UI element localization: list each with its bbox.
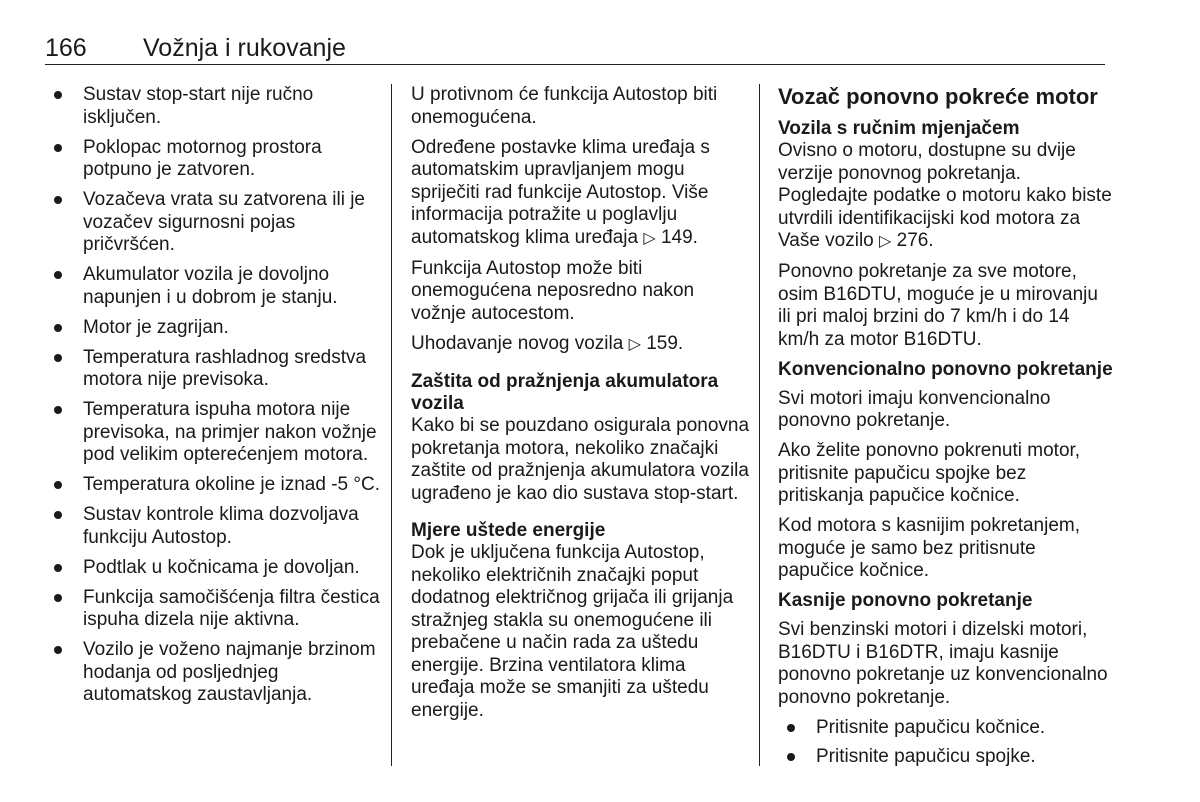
bullet-icon: [54, 354, 62, 362]
page-number: 166: [45, 34, 87, 62]
list-item: Sustav stop-start nije ručno isključen.: [50, 84, 380, 129]
page-header: [45, 34, 1105, 64]
paragraph: Uhodavanje novog vozila ▷ 159.: [411, 332, 684, 354]
section-heading: Mjere uštede energije: [411, 520, 606, 541]
page-reference-icon: ▷: [628, 335, 641, 353]
paragraph: Kako bi se pouzdano osigurala ponovna pokretanja motora, nekoliko značajki zaštite od pražnjenja akumulatora vozila ugrađeno je kao dio sustava stop-start.: [411, 415, 750, 504]
column-divider-1: [391, 84, 392, 766]
header-divider: [45, 64, 1105, 65]
conditions-list: [50, 84, 380, 707]
bullet-icon: [54, 271, 62, 279]
paragraph: Ponovno pokretanje za sve motore, osim B16DTU, moguće je u mirovanju ili pri maloj brzini do 7 km/h i do 14 km/h za motor B16DTU.: [778, 261, 1098, 350]
list-item: Pritisnite papučicu kočnice.: [778, 717, 1113, 740]
list-item: Temperatura okoline je iznad -5 °C.: [50, 474, 380, 497]
page-reference: 149.: [660, 226, 698, 248]
list-item: Podtlak u kočnicama je dovoljan.: [50, 557, 380, 580]
list-item: Funkcija samočišćenja filtra čestica ispuha dizela nije aktivna.: [50, 587, 380, 632]
paragraph: Ako želite ponovno pokrenuti motor, pritisnite papučicu spojke bez pritiskanja papučice kočnice.: [778, 440, 1081, 506]
list-item: Temperatura rashladnog sredstva motora nije previsoka.: [50, 347, 380, 392]
column-2: [411, 84, 751, 730]
list-item: Poklopac motornog prostora potpuno je zatvoren.: [50, 137, 380, 182]
paragraph: Svi motori imaju konvencionalno ponovno pokretanje.: [778, 387, 1051, 431]
list-item: Akumulator vozila je dovoljno napunjen i u dobrom je stanju.: [50, 264, 380, 309]
bullet-icon: [54, 594, 62, 602]
bullet-icon: [54, 646, 62, 654]
list-item: Sustav kontrole klima dozvoljava funkciju Autostop.: [50, 504, 380, 549]
column-3: [778, 84, 1113, 776]
page-reference: 276.: [896, 230, 934, 251]
column-1: [50, 84, 380, 714]
paragraph: Dok je uključena funkcija Autostop, nekoliko električnih značajki poput dodatnog električnog grijača ili grijanja stražnjeg stakla su onemogućene ili prebačene u način rada za uštedu energije. Brzina ventilatora klima uređaja može se smanjiti za uštedu energije.: [411, 542, 734, 721]
bullet-icon: [787, 724, 795, 732]
paragraph: Kod motora s kasnijim pokretanjem, moguće je samo bez pritisnute papučice kočnice.: [778, 515, 1081, 581]
page-reference-icon: ▷: [879, 233, 892, 250]
list-item: Temperatura ispuha motora nije previsoka, na primjer nakon vožnje pod velikim opterećenjem motora.: [50, 399, 380, 467]
page-title: Vožnja i rukovanje: [143, 34, 346, 62]
paragraph: Ovisno o motoru, dostupne su dvije verzije ponovnog pokretanja. Pogledajte podatke o motoru kako biste utvrdili identifikacijski kod motora za Vaše vozilo ▷ 276.: [778, 140, 1112, 251]
bullet-icon: [787, 753, 795, 761]
bullet-icon: [54, 481, 62, 489]
bullet-icon: [54, 324, 62, 332]
section-heading: Vozila s ručnim mjenjačem: [778, 118, 1020, 139]
paragraph: Funkcija Autostop može biti onemogućena neposredno nakon vožnje autocestom.: [411, 257, 695, 324]
section-heading: Zaštita od pražnjenja akumulatora vozila: [411, 371, 719, 414]
section-title: Vozač ponovno pokreće motor: [778, 84, 1098, 109]
list-item: Vozačeva vrata su zatvorena ili je vozačev sigurnosni pojas pričvršćen.: [50, 189, 380, 257]
page-reference-icon: ▷: [643, 229, 656, 247]
bullet-icon: [54, 144, 62, 152]
page-reference: 159.: [646, 332, 684, 354]
section-heading: Kasnije ponovno pokretanje: [778, 590, 1033, 611]
steps-list: [778, 717, 1113, 769]
paragraph: U protivnom će funkcija Autostop biti onemogućena.: [411, 84, 718, 128]
list-item: Vozilo je voženo najmanje brzinom hodanja od posljednjeg automatskog zaustavljanja.: [50, 639, 380, 707]
paragraph: Svi benzinski motori i dizelski motori, B16DTU i B16DTR, imaju kasnije ponovno pokretanje uz konvencionalno ponovno pokretanje.: [778, 619, 1108, 708]
bullet-icon: [54, 511, 62, 519]
bullet-icon: [54, 406, 62, 414]
bullet-icon: [54, 196, 62, 204]
list-item: Motor je zagrijan.: [50, 317, 380, 340]
list-item: Pritisnite papučicu spojke.: [778, 746, 1113, 769]
column-divider-2: [759, 84, 760, 766]
section-heading: Konvencionalno ponovno pokretanje: [778, 358, 1113, 380]
paragraph: Određene postavke klima uređaja s automatskim upravljanjem mogu spriječiti rad funkcije Autostop. Više informacija potražite u poglavlju automatskog klima uređaja ▷ 149.: [411, 136, 710, 248]
bullet-icon: [54, 91, 62, 99]
bullet-icon: [54, 564, 62, 572]
